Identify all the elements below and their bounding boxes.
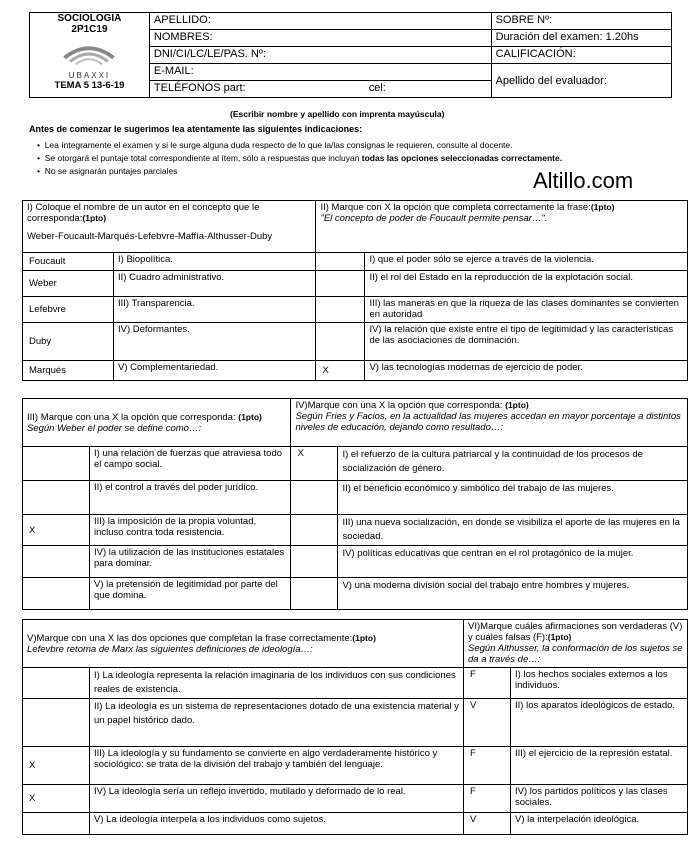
- q5-option: II) La ideología es un sistema de representaciones dotado de una existencia material y un papel histórico dado.: [90, 699, 464, 747]
- q3-mark-cell[interactable]: [23, 578, 90, 610]
- q3-subtitle: Según Weber el poder se define como…:: [27, 422, 202, 434]
- evaluador-field[interactable]: Apellido del evaluador:: [491, 64, 671, 98]
- nombres-field[interactable]: NOMBRES:: [149, 30, 491, 47]
- calificacion-field[interactable]: CALIFICACIÓN:: [491, 47, 671, 64]
- q5-mark-cell[interactable]: X: [23, 747, 90, 785]
- q5-option: IV) La ideología sería un reflejo invertido, mutilado y deformado de lo real.: [90, 785, 464, 813]
- q2-header: II) Marque con X la opción que completa correctamente la frase:(1pto) "El concepto de poder de Foucault permite pensar…".: [316, 201, 688, 253]
- q1-concept: I) Biopolítica.: [114, 253, 316, 271]
- q3-mark-cell[interactable]: [23, 546, 90, 578]
- q2-option: IV) la relación que existe entre el tipo de legitimidad y las características de las asociaciones de dominación.: [365, 323, 688, 361]
- q1-concept: II) Cuadro administrativo.: [114, 271, 316, 297]
- q6-mark-cell[interactable]: V: [464, 699, 511, 747]
- q2-mark-cell[interactable]: X: [316, 361, 365, 381]
- q6-mark-cell[interactable]: F: [464, 747, 511, 785]
- q4-header: IV)Marque con una X la opción que corresponda: (1pto) Según Fries y Facios, en la actualidad las mujeres accedan en mayor porcentaje a distintos niveles de educación, dejando como resultado…:: [291, 399, 688, 447]
- q6-mark-cell[interactable]: F: [464, 785, 511, 813]
- q6-header: VI)Marque cuáles afirmaciones son verdaderas (V) y cuáles falsas (F):(1pto) Según Althusser, la conformación de los sujetos se da a través de…:: [464, 620, 688, 668]
- questions-1-2: [22, 200, 688, 381]
- q4-mark-cell[interactable]: [291, 578, 338, 610]
- q4-title: IV)Marque con una X la opción que corresponda:: [295, 400, 503, 411]
- q3-option: I) una relación de fuerzas que atraviesa todo el campo social.: [90, 447, 291, 481]
- student-header: [29, 12, 672, 98]
- q4-option: IV) políticas educativas que centran en el rol protagónico de la mujer.: [338, 546, 688, 578]
- watermark: Altillo.com: [533, 168, 634, 193]
- telefonos-field[interactable]: [149, 81, 491, 98]
- q1-authors: Weber-Foucault-Marqués-Lefebvre-Maffía-Althusser-Duby: [27, 231, 273, 242]
- q6-option: V) la interpelación ideológica.: [511, 813, 688, 835]
- sobre-field[interactable]: SOBRE Nº:: [491, 13, 671, 30]
- questions-5-6: [22, 619, 688, 835]
- ubaxxi-logo-icon: [57, 37, 121, 71]
- q2-title: II) Marque con X la opción que completa correctamente la frase:: [320, 202, 591, 213]
- email-field[interactable]: E-MAIL:: [149, 64, 491, 81]
- q5-mark-cell[interactable]: [23, 699, 90, 747]
- q4-option: V) una moderna división social del trabajo entre hombres y mujeres.: [338, 578, 688, 610]
- telefonos-label: TELÉFONOS part:: [153, 82, 246, 94]
- q2-option: III) las maneras en que la riqueza de las clases dominantes se convierten en autoridad: [365, 297, 688, 323]
- q2-subtitle: "El concepto de poder de Foucault permite pensar…".: [320, 213, 548, 224]
- q4-mark-cell[interactable]: [291, 515, 338, 546]
- q3-option: V) la pretensión de legitimidad por parte del que domina.: [90, 578, 291, 610]
- q1-answer-cell[interactable]: Foucault: [23, 253, 114, 271]
- dni-field[interactable]: DNI/CI/LC/LE/PAS. Nº:: [149, 47, 491, 64]
- tema-label: TEMA 5 13-6-19: [54, 80, 125, 91]
- logo-text: UBAXXI: [68, 71, 111, 80]
- instruction-item: • Se otorgará el puntaje total correspondiente al ítem, sólo a respuestas que incluyan todas las opciones seleccionadas correctamente.: [37, 153, 563, 163]
- q5-header: V)Marque con una X las dos opciones que completan la frase correctamente:(1pto) Lefevbre retoma de Marx las siguientes definiciones de ideología…:: [23, 620, 464, 668]
- instructions-list: [37, 139, 562, 178]
- q3-option: IV) la utilización de las instituciones estatales para dominar.: [90, 546, 291, 578]
- q5-option: I) La ideología representa la relación imaginaria de los individuos con sus condiciones reales de existencia.: [90, 668, 464, 699]
- q6-mark-cell[interactable]: V: [464, 813, 511, 835]
- apellido-field[interactable]: APELLIDO:: [149, 13, 491, 30]
- q6-option: II) los aparatos ideológicos de estado.: [511, 699, 688, 747]
- q4-mark-cell[interactable]: X: [291, 447, 338, 481]
- q5-subtitle: Lefevbre retoma de Marx las siguientes definiciones de ideología…:: [27, 643, 313, 655]
- q5-option: V) La ideología interpela a los individuos como sujetos.: [90, 813, 464, 835]
- q1-title: I) Coloque el nombre de un autor en el concepto que le corresponda:: [27, 202, 260, 224]
- q1-answer-cell[interactable]: Lefebvre: [23, 297, 114, 323]
- q1-concept: V) Complementariedad.: [114, 361, 316, 381]
- q1-header: I) Coloque el nombre de un autor en el concepto que le corresponda:(1pto) Weber-Foucault-Marqués-Lefebvre-Maffía-Althusser-Duby: [23, 201, 316, 253]
- q3-title: III) Marque con una X la opción que corresponda:: [27, 411, 236, 423]
- q1-concept: IV) Deformantes.: [114, 323, 316, 361]
- course-name: SOCIOLOGIA: [57, 13, 122, 24]
- q4-option: II) el beneficio económico y simbólico del trabajo de las mujeres.: [338, 481, 688, 515]
- q6-title: VI)Marque cuáles afirmaciones son verdaderas (V) y cuáles falsas (F):: [468, 621, 683, 643]
- q4-mark-cell[interactable]: [291, 546, 338, 578]
- q3-mark-cell[interactable]: X: [23, 515, 90, 546]
- q4-option: I) el refuerzo de la cultura patriarcal y la continuidad de los procesos de socialización de género.: [338, 447, 688, 481]
- header-note: (Escribir nombre y apellido con imprenta mayúscula): [230, 109, 445, 119]
- q6-option: IV) los partidos políticos y las clases sociales.: [511, 785, 688, 813]
- q2-option: II) el rol del Estado en la reproducción de la explotación social.: [365, 271, 688, 297]
- q6-mark-cell[interactable]: F: [464, 668, 511, 699]
- q5-option: III) La ideología y su fundamento se convierte en algo verdaderamente histórico y sociológico: se trata de la división del trabajo y también del lenguaje.: [90, 747, 464, 785]
- q4-option: III) una nueva socialización, en donde se visibiliza el aporte de las mujeres en la sociedad.: [338, 515, 688, 546]
- q2-option: I) que el poder sólo se ejerce a través de la violencia.: [365, 253, 688, 271]
- q3-mark-cell[interactable]: [23, 481, 90, 515]
- q5-mark-cell[interactable]: X: [23, 785, 90, 813]
- q2-mark-cell[interactable]: [316, 297, 365, 323]
- cel-label: cel:: [368, 82, 386, 94]
- course-box: [30, 13, 150, 98]
- q4-mark-cell[interactable]: [291, 481, 338, 515]
- instructions-title: Antes de comenzar le sugerimos lea atentamente las siguientes indicaciones:: [29, 124, 363, 134]
- q5-mark-cell[interactable]: [23, 668, 90, 699]
- q1-answer-cell[interactable]: Weber: [23, 271, 114, 297]
- q6-subtitle: Según Althusser, la conformación de los sujetos se da a través de…:: [468, 643, 683, 665]
- q3-option: III) la imposición de la propia voluntad, incluso contra toda resistencia.: [90, 515, 291, 546]
- course-code: 2P1C19: [71, 24, 108, 35]
- q5-title: V)Marque con una X las dos opciones que completan la frase correctamente:: [27, 632, 353, 644]
- q3-mark-cell[interactable]: [23, 447, 90, 481]
- q2-mark-cell[interactable]: [316, 253, 365, 271]
- q1-concept: III) Transparencia.: [114, 297, 316, 323]
- q6-option: III) el ejercicio de la represión estatal.: [511, 747, 688, 785]
- q1-answer-cell[interactable]: Duby: [23, 323, 114, 361]
- q3-option: II) el control a través del poder jurídico.: [90, 481, 291, 515]
- q3-header: III) Marque con una X la opción que corresponda: (1pto) Según Weber el poder se define como…:: [23, 399, 291, 447]
- q5-mark-cell[interactable]: [23, 813, 90, 835]
- instruction-item: • No se asignarán puntajes parciales: [37, 166, 178, 176]
- q2-mark-cell[interactable]: [316, 323, 365, 361]
- q4-subtitle: Según Fries y Facios, en la actualidad las mujeres accedan en mayor porcentaje a distintos niveles de educación, dejando como resultado…:: [295, 411, 681, 433]
- questions-3-4: [22, 398, 688, 610]
- q1-answer-cell[interactable]: Marqués: [23, 361, 114, 381]
- instruction-item: • Lea íntegramente el examen y si le surge alguna duda respecto de lo que la/las consignas le requieren, consulte al docente.: [37, 140, 513, 150]
- q2-mark-cell[interactable]: [316, 271, 365, 297]
- q6-option: I) los hechos sociales externos a los individuos.: [511, 668, 688, 699]
- q2-option: V) las tecnologías modernas de ejercicio de poder.: [365, 361, 688, 381]
- duracion-label: Duración del examen: 1.20hs: [491, 30, 671, 47]
